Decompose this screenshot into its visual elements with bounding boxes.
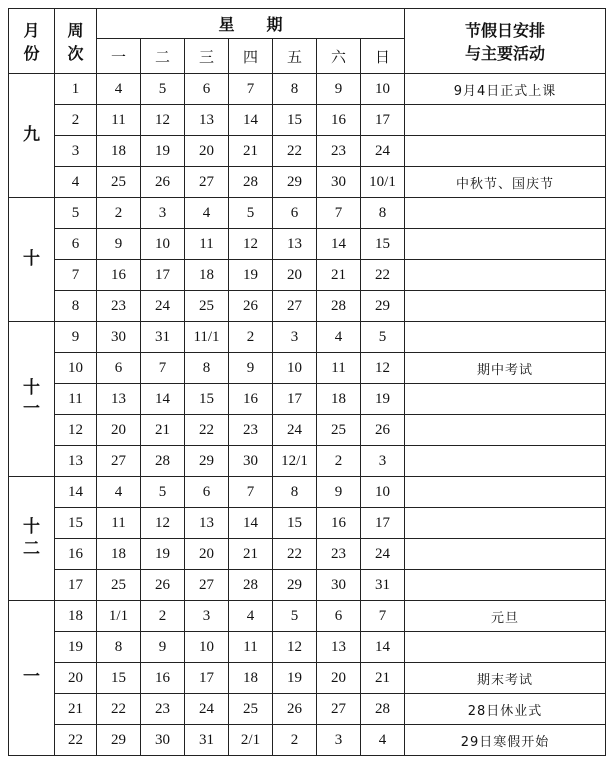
day-cell: 23: [229, 415, 273, 446]
activity-note: [405, 291, 606, 322]
week-row: [9, 260, 606, 291]
week-number: 16: [55, 539, 97, 570]
day-cell: 6: [185, 74, 229, 105]
day-cell: 11/1: [185, 322, 229, 353]
month-label: [9, 601, 55, 756]
day-cell: 14: [361, 632, 405, 663]
day-cell: 7: [317, 198, 361, 229]
day-cell: 16: [317, 105, 361, 136]
week-number: 4: [55, 167, 97, 198]
day-cell: 25: [97, 570, 141, 601]
day-cell: 20: [317, 663, 361, 694]
day-cell: 30: [141, 725, 185, 756]
day-cell: 10: [361, 477, 405, 508]
week-row: [9, 415, 606, 446]
day-cell: 26: [141, 167, 185, 198]
week-number: 22: [55, 725, 97, 756]
day-cell: 8: [273, 477, 317, 508]
day-cell: 7: [229, 74, 273, 105]
activity-note: [405, 570, 606, 601]
day-cell: 19: [361, 384, 405, 415]
day-cell: 26: [141, 570, 185, 601]
week-row: [9, 508, 606, 539]
month-name: 十: [23, 248, 40, 269]
day-cell: 6: [317, 601, 361, 632]
day-cell: 27: [185, 570, 229, 601]
day-cell: 19: [141, 136, 185, 167]
month-name: 九: [23, 124, 40, 145]
day-cell: 23: [317, 539, 361, 570]
week-number: 14: [55, 477, 97, 508]
day-cell: 25: [229, 694, 273, 725]
day-cell: 27: [97, 446, 141, 477]
day-cell: 2: [141, 601, 185, 632]
month-name: 十 二: [23, 517, 40, 559]
day-cell: 10: [185, 632, 229, 663]
day-cell: 16: [317, 508, 361, 539]
day-cell: 10/1: [361, 167, 405, 198]
day-cell: 14: [317, 229, 361, 260]
day-cell: 26: [229, 291, 273, 322]
day-cell: 11: [185, 229, 229, 260]
week-number: 9: [55, 322, 97, 353]
activity-note: [405, 198, 606, 229]
day-cell: 16: [229, 384, 273, 415]
activity-note: 中秋节、国庆节: [405, 167, 606, 198]
day-cell: 30: [229, 446, 273, 477]
activity-note: [405, 508, 606, 539]
day-cell: 16: [141, 663, 185, 694]
day-cell: 4: [97, 477, 141, 508]
day-cell: 26: [273, 694, 317, 725]
day-cell: 12/1: [273, 446, 317, 477]
day-cell: 6: [97, 353, 141, 384]
week-row: [9, 663, 606, 694]
activity-note: [405, 539, 606, 570]
activity-note: [405, 322, 606, 353]
day-cell: 2: [97, 198, 141, 229]
day-cell: 21: [141, 415, 185, 446]
week-row: [9, 384, 606, 415]
month-header: 月 份: [9, 9, 55, 74]
day-cell: 6: [185, 477, 229, 508]
day-cell: 29: [185, 446, 229, 477]
week-number: 15: [55, 508, 97, 539]
day-cell: 20: [273, 260, 317, 291]
week-number: 2: [55, 105, 97, 136]
day-cell: 3: [141, 198, 185, 229]
day-cell: 17: [141, 260, 185, 291]
week-number: 20: [55, 663, 97, 694]
day-cell: 30: [317, 167, 361, 198]
day-cell: 5: [229, 198, 273, 229]
week-row: [9, 322, 606, 353]
day-cell: 15: [185, 384, 229, 415]
day-cell: 4: [317, 322, 361, 353]
activity-note: [405, 477, 606, 508]
day-cell: 28: [141, 446, 185, 477]
day-cell: 28: [229, 570, 273, 601]
day-cell: 18: [185, 260, 229, 291]
day-cell: 25: [317, 415, 361, 446]
weekday-header: 日: [361, 39, 405, 74]
day-cell: 22: [273, 136, 317, 167]
activity-note: [405, 229, 606, 260]
week-number: 19: [55, 632, 97, 663]
week-row: [9, 291, 606, 322]
day-cell: 8: [273, 74, 317, 105]
week-row: [9, 198, 606, 229]
day-cell: 12: [141, 105, 185, 136]
weekday-header: 一: [97, 39, 141, 74]
day-cell: 29: [273, 570, 317, 601]
activity-note: 29日寒假开始: [405, 725, 606, 756]
weekday-header: 六: [317, 39, 361, 74]
day-cell: 21: [361, 663, 405, 694]
day-cell: 10: [141, 229, 185, 260]
day-cell: 9: [317, 74, 361, 105]
day-cell: 2: [229, 322, 273, 353]
day-cell: 9: [229, 353, 273, 384]
day-cell: 15: [273, 105, 317, 136]
day-cell: 31: [185, 725, 229, 756]
day-cell: 4: [97, 74, 141, 105]
activity-note: [405, 260, 606, 291]
week-number: 12: [55, 415, 97, 446]
month-label: [9, 322, 55, 477]
day-cell: 14: [229, 508, 273, 539]
day-cell: 13: [273, 229, 317, 260]
day-cell: 16: [97, 260, 141, 291]
day-cell: 4: [185, 198, 229, 229]
calendar-body: [9, 74, 606, 756]
activity-note: 9月4日正式上课: [405, 74, 606, 105]
day-cell: 24: [273, 415, 317, 446]
day-cell: 5: [273, 601, 317, 632]
calendar-header: [9, 9, 606, 74]
day-cell: 27: [317, 694, 361, 725]
week-number: 3: [55, 136, 97, 167]
day-cell: 18: [97, 539, 141, 570]
day-cell: 2: [317, 446, 361, 477]
day-cell: 1/1: [97, 601, 141, 632]
month-name: 一: [23, 667, 40, 688]
week-row: [9, 477, 606, 508]
day-cell: 15: [97, 663, 141, 694]
day-cell: 12: [361, 353, 405, 384]
day-cell: 3: [317, 725, 361, 756]
week-row: [9, 601, 606, 632]
activity-note: 28日休业式: [405, 694, 606, 725]
day-cell: 24: [141, 291, 185, 322]
day-cell: 22: [361, 260, 405, 291]
week-number: 5: [55, 198, 97, 229]
day-cell: 18: [317, 384, 361, 415]
day-cell: 15: [361, 229, 405, 260]
day-cell: 11: [229, 632, 273, 663]
day-cell: 31: [141, 322, 185, 353]
activity-note: 期末考试: [405, 663, 606, 694]
day-cell: 28: [361, 694, 405, 725]
day-cell: 19: [273, 663, 317, 694]
week-row: [9, 229, 606, 260]
week-row: [9, 74, 606, 105]
day-cell: 31: [361, 570, 405, 601]
day-cell: 8: [185, 353, 229, 384]
activity-note: [405, 136, 606, 167]
activity-note: 元旦: [405, 601, 606, 632]
day-cell: 21: [229, 136, 273, 167]
activity-note: [405, 415, 606, 446]
day-cell: 27: [185, 167, 229, 198]
day-cell: 11: [317, 353, 361, 384]
day-cell: 11: [97, 508, 141, 539]
notes-header: 节假日安排 与主要活动: [405, 9, 606, 74]
day-cell: 20: [185, 136, 229, 167]
day-cell: 28: [317, 291, 361, 322]
day-cell: 8: [97, 632, 141, 663]
day-cell: 17: [361, 105, 405, 136]
day-cell: 23: [317, 136, 361, 167]
activity-note: 期中考试: [405, 353, 606, 384]
day-cell: 10: [273, 353, 317, 384]
day-cell: 23: [141, 694, 185, 725]
week-number: 1: [55, 74, 97, 105]
month-label: [9, 198, 55, 322]
weekday-group-header: 星 期: [97, 9, 405, 39]
day-cell: 20: [97, 415, 141, 446]
day-cell: 3: [185, 601, 229, 632]
week-number: 18: [55, 601, 97, 632]
week-row: [9, 539, 606, 570]
activity-note: [405, 632, 606, 663]
activity-note: [405, 446, 606, 477]
day-cell: 22: [185, 415, 229, 446]
week-header: 周 次: [55, 9, 97, 74]
day-cell: 24: [185, 694, 229, 725]
month-label: [9, 74, 55, 198]
day-cell: 17: [361, 508, 405, 539]
activity-note: [405, 384, 606, 415]
week-row: [9, 167, 606, 198]
day-cell: 4: [229, 601, 273, 632]
day-cell: 3: [273, 322, 317, 353]
weekday-header: 四: [229, 39, 273, 74]
week-number: 21: [55, 694, 97, 725]
day-cell: 14: [141, 384, 185, 415]
school-calendar-table: [8, 8, 606, 756]
week-number: 13: [55, 446, 97, 477]
day-cell: 29: [97, 725, 141, 756]
week-row: [9, 570, 606, 601]
weekday-header: 五: [273, 39, 317, 74]
day-cell: 5: [141, 477, 185, 508]
week-row: [9, 632, 606, 663]
day-cell: 15: [273, 508, 317, 539]
day-cell: 7: [229, 477, 273, 508]
week-row: [9, 353, 606, 384]
day-cell: 22: [273, 539, 317, 570]
day-cell: 20: [185, 539, 229, 570]
day-cell: 5: [361, 322, 405, 353]
day-cell: 25: [97, 167, 141, 198]
day-cell: 18: [229, 663, 273, 694]
day-cell: 27: [273, 291, 317, 322]
week-row: [9, 725, 606, 756]
day-cell: 8: [361, 198, 405, 229]
day-cell: 22: [97, 694, 141, 725]
day-cell: 26: [361, 415, 405, 446]
day-cell: 30: [317, 570, 361, 601]
week-number: 10: [55, 353, 97, 384]
week-row: [9, 136, 606, 167]
day-cell: 10: [361, 74, 405, 105]
week-row: [9, 694, 606, 725]
day-cell: 7: [141, 353, 185, 384]
day-cell: 24: [361, 539, 405, 570]
day-cell: 21: [229, 539, 273, 570]
month-label: [9, 477, 55, 601]
day-cell: 9: [141, 632, 185, 663]
weekday-header: 三: [185, 39, 229, 74]
day-cell: 9: [97, 229, 141, 260]
day-cell: 2/1: [229, 725, 273, 756]
week-number: 17: [55, 570, 97, 601]
day-cell: 13: [185, 105, 229, 136]
day-cell: 18: [97, 136, 141, 167]
day-cell: 23: [97, 291, 141, 322]
activity-note: [405, 105, 606, 136]
day-cell: 29: [361, 291, 405, 322]
day-cell: 12: [141, 508, 185, 539]
day-cell: 3: [361, 446, 405, 477]
day-cell: 13: [97, 384, 141, 415]
day-cell: 29: [273, 167, 317, 198]
day-cell: 2: [273, 725, 317, 756]
month-name: 十 一: [23, 377, 40, 419]
day-cell: 13: [185, 508, 229, 539]
week-number: 7: [55, 260, 97, 291]
day-cell: 19: [141, 539, 185, 570]
day-cell: 12: [229, 229, 273, 260]
day-cell: 30: [97, 322, 141, 353]
day-cell: 19: [229, 260, 273, 291]
week-number: 8: [55, 291, 97, 322]
week-number: 11: [55, 384, 97, 415]
day-cell: 25: [185, 291, 229, 322]
day-cell: 24: [361, 136, 405, 167]
day-cell: 14: [229, 105, 273, 136]
day-cell: 12: [273, 632, 317, 663]
weekday-header: 二: [141, 39, 185, 74]
week-row: [9, 446, 606, 477]
day-cell: 17: [273, 384, 317, 415]
day-cell: 13: [317, 632, 361, 663]
day-cell: 4: [361, 725, 405, 756]
day-cell: 17: [185, 663, 229, 694]
day-cell: 28: [229, 167, 273, 198]
day-cell: 9: [317, 477, 361, 508]
day-cell: 6: [273, 198, 317, 229]
day-cell: 5: [141, 74, 185, 105]
week-number: 6: [55, 229, 97, 260]
day-cell: 7: [361, 601, 405, 632]
week-row: [9, 105, 606, 136]
day-cell: 11: [97, 105, 141, 136]
day-cell: 21: [317, 260, 361, 291]
